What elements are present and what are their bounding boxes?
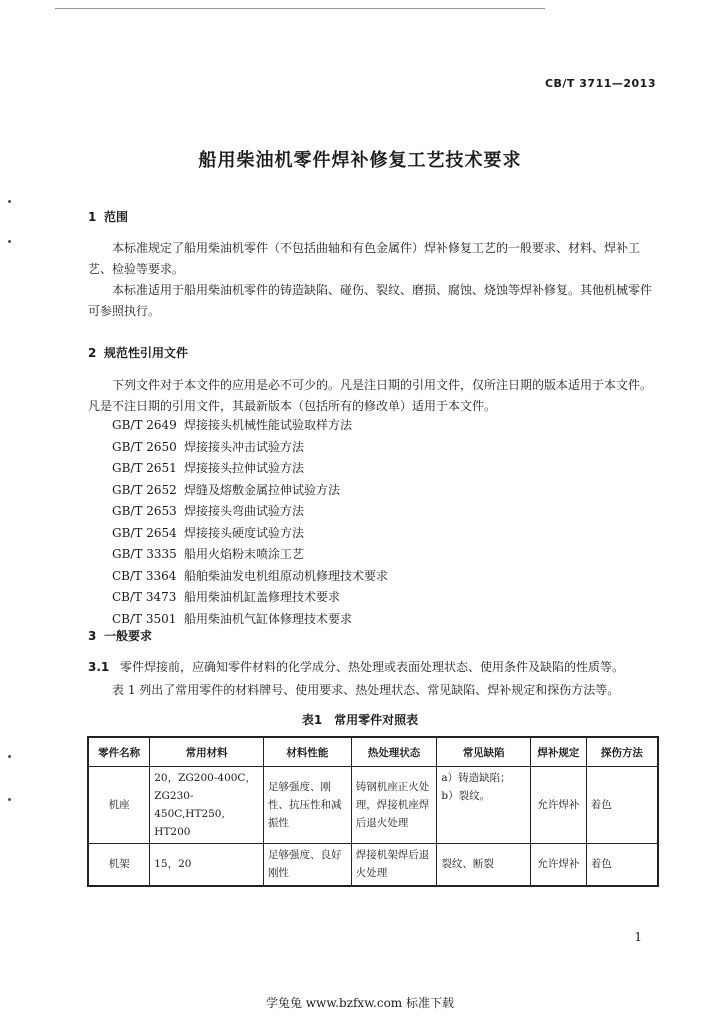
reference-item: GB/T 2654 焊接接头硬度试验方法 (112, 525, 305, 540)
header-weld: 焊补规定 (531, 737, 587, 767)
header-property: 材料性能 (264, 737, 352, 767)
document-title: 船用柴油机零件焊补修复工艺技术要求 (198, 150, 522, 171)
section-1-paragraph-2: 本标准适用于船用柴油机零件的铸造缺陷、碰伤、裂纹、磨损、腐蚀、烧蚀等焊补修复。其他机械零件可参照执行。 (88, 283, 653, 318)
header-material: 常用材料 (150, 737, 264, 767)
page-number: 1 (634, 930, 642, 944)
reference-item: GB/T 2649 焊接接头机械性能试验取样方法 (112, 418, 353, 432)
cell-material: 15，20 (150, 844, 264, 886)
cell-material: 20，ZG200-400C， ZG230-450C,HT250, HT200 (150, 767, 264, 844)
clause-3-1: 3.1 零件焊接前，应确知零件材料的化学成分、热处理或表面处理状态、使用条件及缺陷的性质等。 (88, 660, 625, 674)
reference-item: CB/T 3364 船舶柴油发电机组原动机修理技术要求 (112, 568, 389, 583)
table-row (88, 767, 658, 844)
scan-dot (8, 240, 11, 243)
cell-property: 足够强度、刚性、抗压性和减振性 (264, 767, 352, 844)
header-part: 零件名称 (88, 737, 150, 767)
cell-inspect: 着色 (586, 844, 658, 886)
reference-item: CB/T 3473 船用柴油机缸盖修理技术要求 (112, 590, 341, 604)
clause-3-1-table-note: 表 1 列出了常用零件的材料牌号、使用要求、热处理状态、常见缺陷、焊补规定和探伤方法等。 (112, 683, 620, 697)
cell-part: 机架 (88, 844, 150, 886)
cell-property: 足够强度、良好刚性 (264, 844, 352, 886)
cell-heat: 焊接机架焊后退火处理 (351, 844, 437, 886)
scan-top-edge (55, 8, 545, 9)
cell-weld: 允许焊补 (531, 767, 587, 844)
reference-item: GB/T 2653 焊接接头弯曲试验方法 (112, 504, 305, 518)
standard-number: CB/T 3711—2013 (544, 77, 656, 90)
cell-defects: a）铸造缺陷； b）裂纹。 (437, 767, 531, 844)
parts-table (87, 736, 659, 887)
section-1-paragraph-1: 本标准规定了船用柴油机零件（不包括曲轴和有色金属件）焊补修复工艺的一般要求、材料、焊补工艺、检验等要求。 (88, 241, 641, 276)
section-1-heading: 1 范围 (88, 210, 129, 224)
header-inspect: 探伤方法 (586, 737, 658, 767)
reference-item: GB/T 2652 焊缝及熔敷金属拉伸试验方法 (112, 482, 341, 497)
header-heat: 热处理状态 (351, 737, 437, 767)
cell-heat: 铸钢机座正火处理，焊接机座焊后退火处理 (351, 767, 437, 844)
reference-item: CB/T 3501 船用柴油机气缸体修理技术要求 (112, 611, 353, 626)
table-header-row (88, 737, 658, 767)
scan-dot (8, 755, 11, 758)
scan-dot (8, 798, 11, 801)
section-3-heading: 3 一般要求 (88, 629, 153, 643)
watermark-footer: 学兔兔 www.bzfxw.com 标准下载 (265, 996, 455, 1010)
cell-defects: 裂纹、断裂 (437, 844, 531, 886)
cell-inspect: 着色 (586, 767, 658, 844)
reference-item: GB/T 3335 船用火焰粉末喷涂工艺 (112, 547, 305, 561)
table-caption: 表1 常用零件对照表 (301, 713, 419, 727)
section-2-intro: 下列文件对于本文件的应用是必不可少的。凡是注日期的引用文件，仅所注日期的版本适用于本文件。凡是不注日期的引用文件，其最新版本（包括所有的修改单）适用于本文件。 (88, 378, 653, 413)
section-2-heading: 2 规范性引用文件 (88, 346, 189, 360)
header-defects: 常见缺陷 (437, 737, 531, 767)
cell-weld: 允许焊补 (531, 844, 587, 886)
table-row (88, 844, 658, 886)
reference-item: GB/T 2650 焊接接头冲击试验方法 (112, 439, 305, 454)
reference-item: GB/T 2651 焊接接头拉伸试验方法 (112, 461, 305, 475)
scan-dot (8, 200, 11, 203)
reference-list (112, 415, 388, 630)
cell-part: 机座 (88, 767, 150, 844)
